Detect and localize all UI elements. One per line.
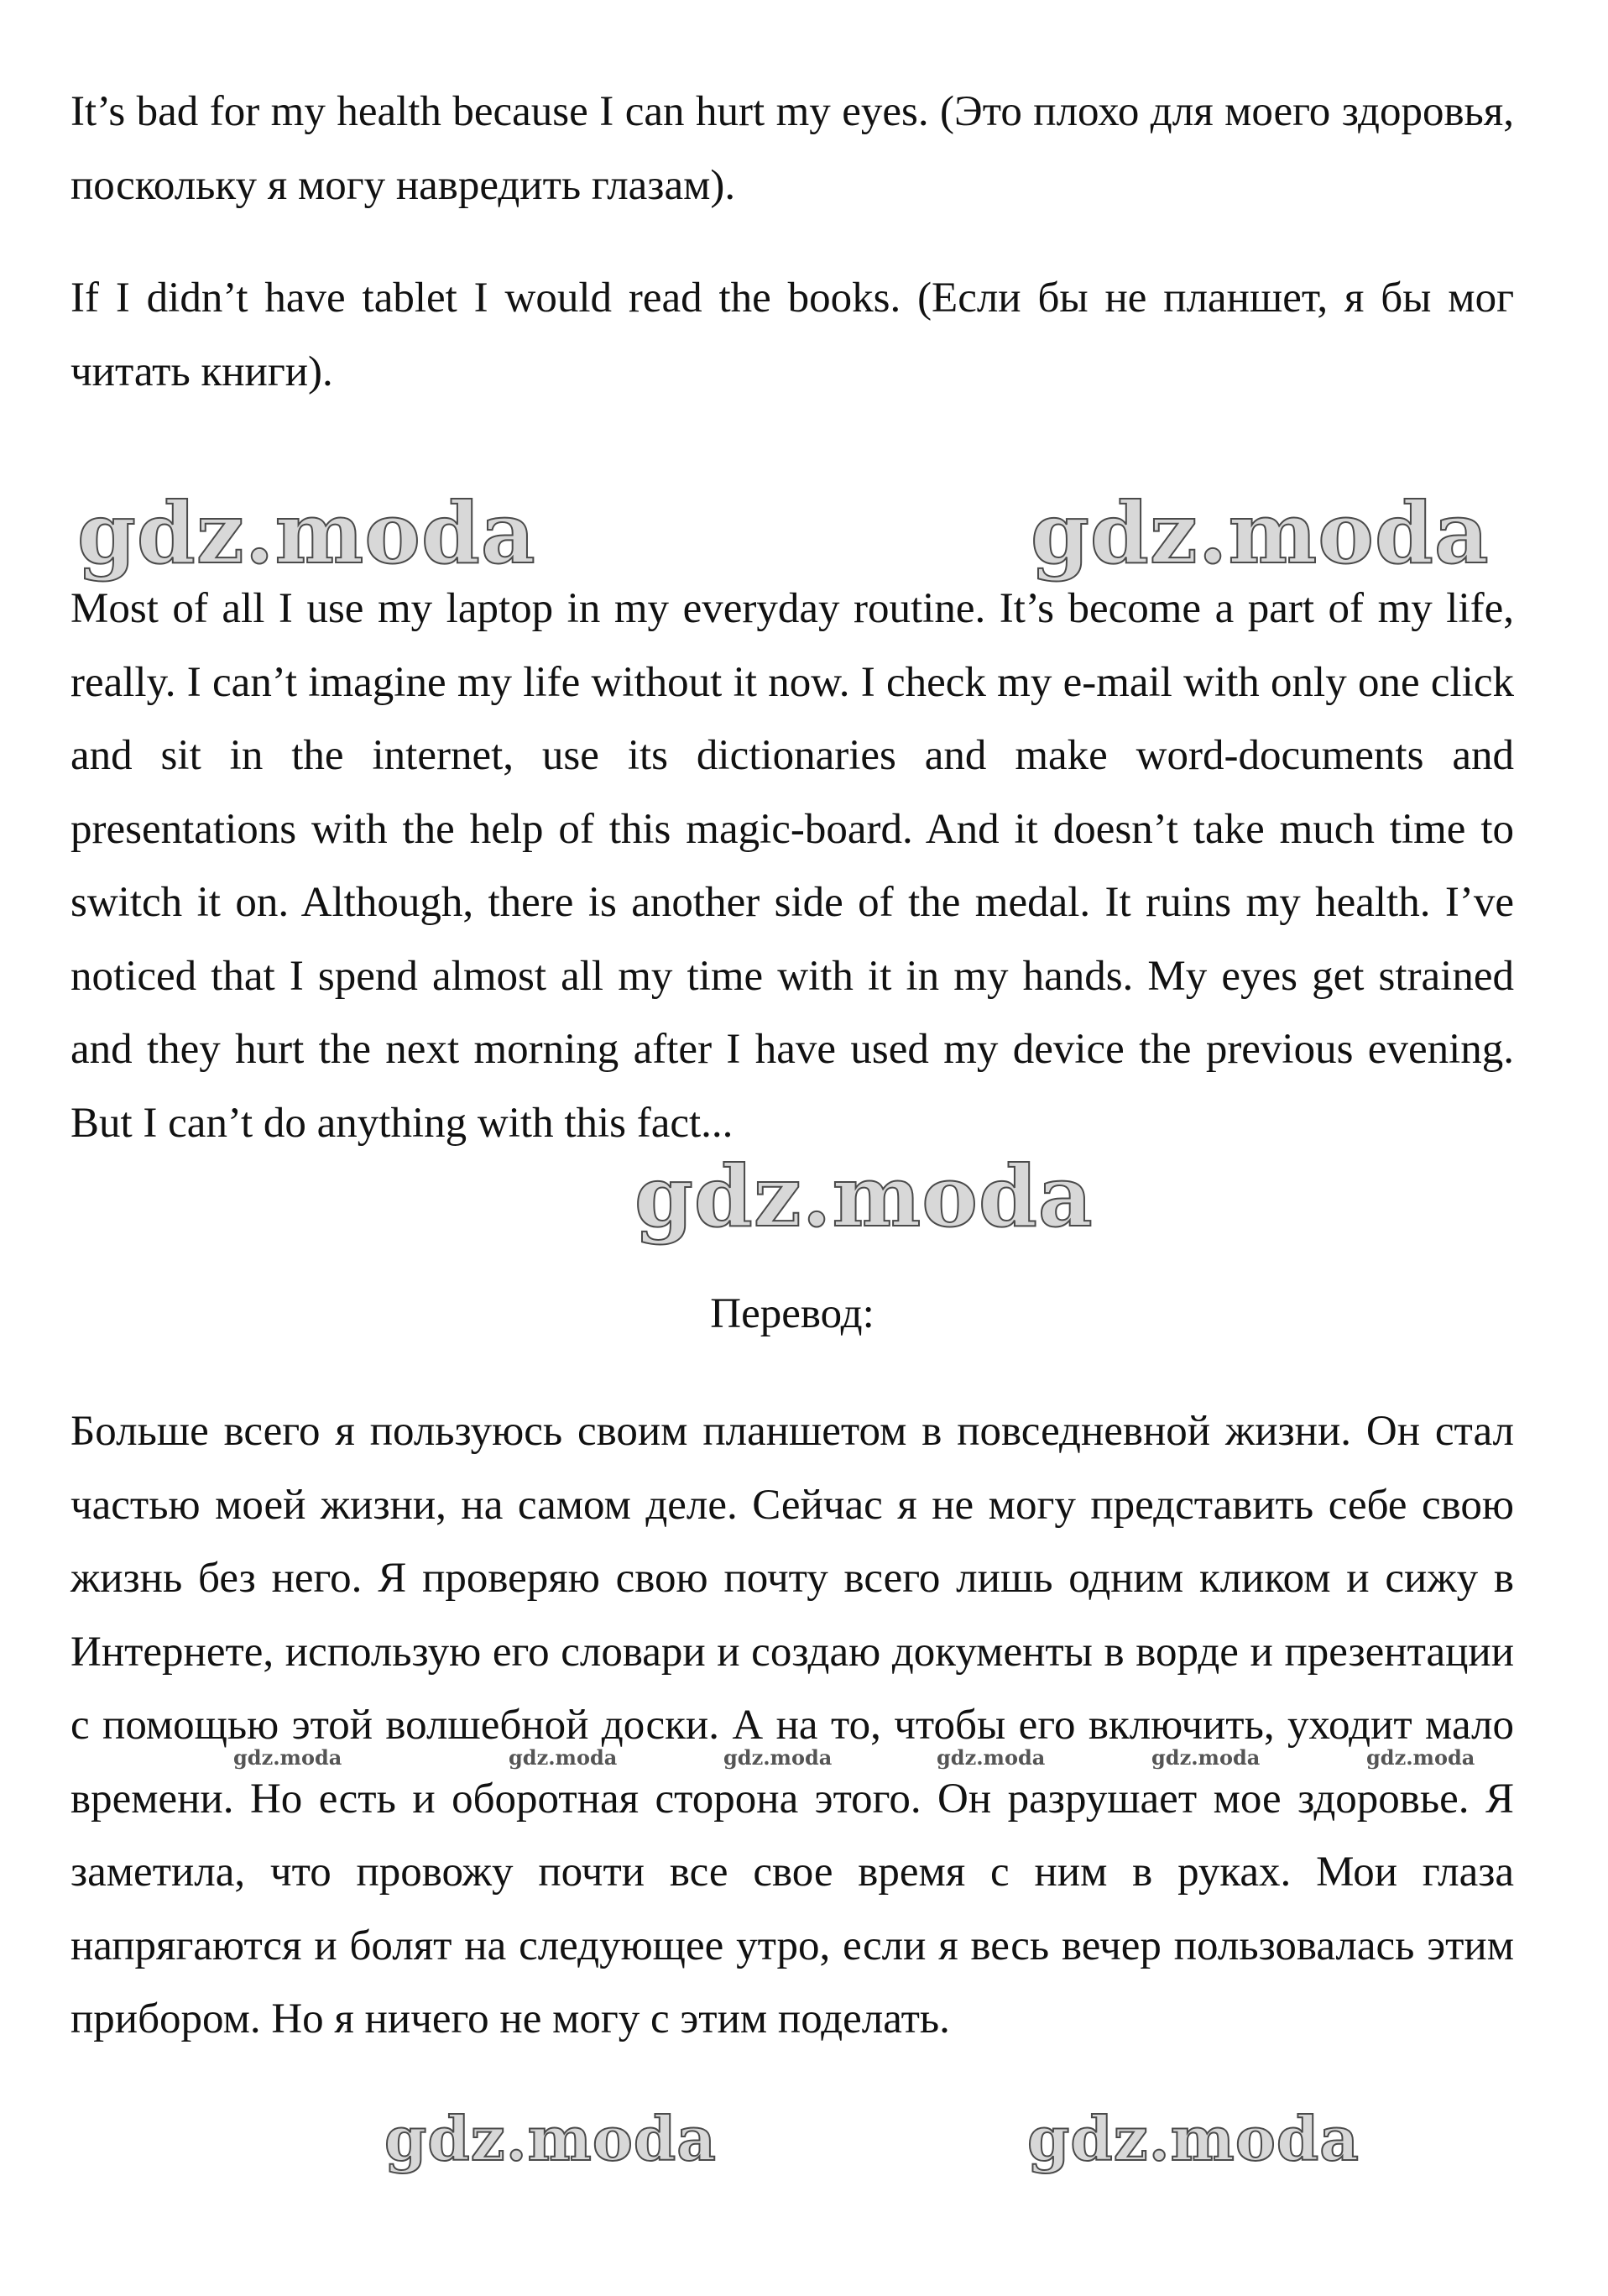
watermark-logo: gdz.moda [384, 2103, 717, 2174]
watermark-small: gdz.moda [509, 1745, 618, 1770]
paragraph-tablet: If I didn’t have tablet I would read the books. (Если бы не планшет, я бы мог читать книги). [70, 275, 1514, 395]
watermark-logo: gdz.moda [1031, 484, 1490, 583]
watermark-small: gdz.moda [723, 1745, 833, 1770]
watermark-small: gdz.moda [937, 1745, 1046, 1770]
watermark-small: gdz.moda [233, 1745, 342, 1770]
paragraph-laptop-essay: Most of all I use my laptop in my everyday routine. It’s become a part of my life, really. I can’t imagine my life without it now. I check my e-mail with only one click and sit in the internet, use its dictionaries and make word-documents and presentations with the help of this magic-board. And it doesn’t take much time to switch it on. Although, there is another side of the medal. It ruins my health. I’ve noticed that I spend almost all my time with it in my hands. My eyes get strained and they hurt the next morning after I have used my device the previous evening. But I can’t do anything with this fact... [70, 585, 1514, 1147]
paragraph-health: It’s bad for my health because I can hurt my eyes. (Это плохо для моего здоровья, поскольку я могу навредить глазам). [70, 88, 1514, 209]
paragraph-translation: Больше всего я пользуюсь своим планшетом в повседневной жизни. Он стал частью моей жизни, на самом деле. Сейчас я не могу представить себе свою жизнь без него. Я проверяю свою почту всего лишь одним кликом и сижу в Интернете, использую его словари и создаю документы в ворде и презентации с помощью этой волшебной доски. А на то, чтобы его включить, уходит мало времени. Но есть и оборотная сторона этого. Он разрушает мое здоровье. Я заметила, что провожу почти все свое время с ним в руках. Мои глаза напрягаются и болят на следующее утро, если я весь вечер пользовалась этим прибором. Но я ничего не могу с этим поделать. [70, 1408, 1514, 2042]
translation-heading: Перевод: [710, 1290, 874, 1337]
watermark-logo: gdz.moda [77, 484, 536, 583]
watermark-logo: gdz.moda [634, 1147, 1094, 1246]
watermark-logo: gdz.moda [1027, 2103, 1360, 2174]
watermark-small: gdz.moda [1366, 1745, 1475, 1770]
watermark-small: gdz.moda [1151, 1745, 1261, 1770]
